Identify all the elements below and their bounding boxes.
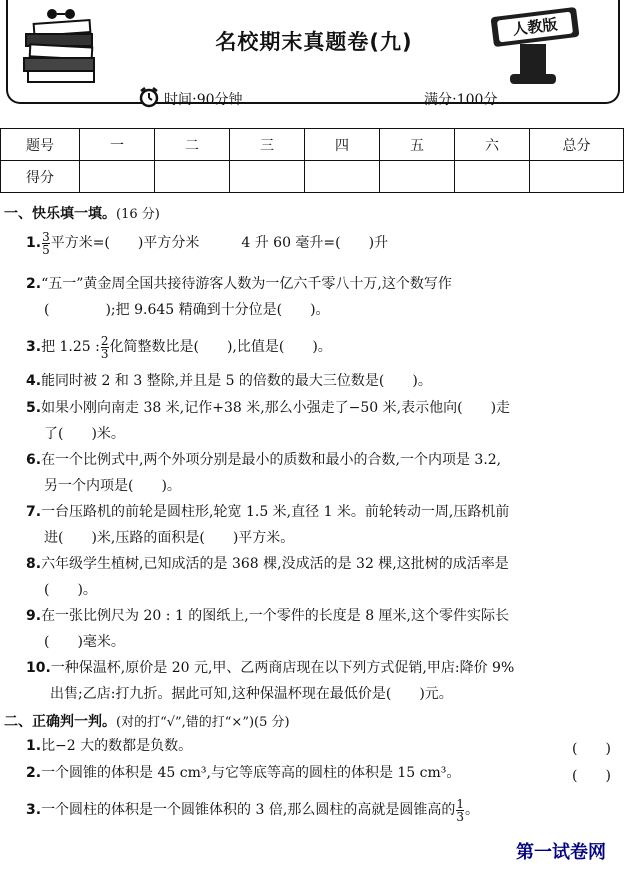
question-number: 7. xyxy=(26,504,42,520)
question-text: 化简整数比是( ),比值是( )。 xyxy=(109,339,332,355)
section-note: (对的打“√”,错的打“×”)(5 分) xyxy=(116,715,290,730)
section-title: 一、快乐填一填。 xyxy=(4,206,116,222)
question-text: 一个圆柱的体积是一个圆锥体积的 3 倍,那么圆柱的高就是圆锥高的 xyxy=(41,802,456,818)
question-1-5 xyxy=(26,395,622,421)
question-1-2 xyxy=(26,271,622,297)
full-score: 满分:100分 xyxy=(424,92,498,108)
section-title: 二、正确判一判。 xyxy=(4,714,116,730)
question-number: 3. xyxy=(26,802,42,818)
alarm-clock-icon xyxy=(138,86,160,108)
question-text: 把 1.25 : xyxy=(41,339,100,355)
question-2-1 xyxy=(26,733,622,759)
exam-time: 时间:90分钟 xyxy=(164,92,243,108)
score-input-cell[interactable] xyxy=(80,161,155,193)
question-text: 平方米=( )平方分米 4 升 60 毫升=( )升 xyxy=(50,235,389,251)
question-text: 如果小刚向南走 38 米,记作+38 米,那么小强走了−50 米,表示他向( )走 xyxy=(41,400,511,416)
fraction-numerator: 2 xyxy=(100,333,109,348)
edition-sign xyxy=(486,4,596,86)
question-1-8-line2: ( )。 xyxy=(44,582,97,598)
question-number: 2. xyxy=(26,276,42,292)
question-1-3 xyxy=(26,334,622,360)
table-cell: 一 xyxy=(80,129,155,161)
question-1-6-line2: 另一个内项是( )。 xyxy=(44,478,181,494)
table-cell: 总分 xyxy=(530,129,624,161)
fraction-numerator: 3 xyxy=(42,229,50,244)
question-1-6 xyxy=(26,447,622,473)
question-number: 9. xyxy=(26,608,42,624)
question-text: 比−2 大的数都是负数。 xyxy=(41,738,193,754)
table-cell: 六 xyxy=(455,129,530,161)
edition-badge: 人教版 xyxy=(497,12,573,43)
question-1-9 xyxy=(26,603,622,629)
score-table xyxy=(0,128,624,193)
score-input-cell[interactable] xyxy=(530,161,624,193)
question-2-2 xyxy=(26,760,622,786)
fraction xyxy=(42,231,50,256)
question-1-2-line2: ( );把 9.645 精确到十分位是( )。 xyxy=(44,302,330,318)
question-text: 六年级学生植树,已知成活的是 368 棵,没成活的是 32 棵,这批树的成活率是 xyxy=(41,556,509,572)
section-1-heading xyxy=(4,203,160,223)
page-title: 名校期末真题卷(九) xyxy=(215,30,413,54)
table-cell: 三 xyxy=(230,129,305,161)
site-watermark: 第一试卷网 xyxy=(516,842,606,863)
question-text: 一个圆锥的体积是 45 cm³,与它等底等高的圆柱的体积是 15 cm³。 xyxy=(41,765,461,781)
fraction xyxy=(456,798,464,823)
score-table-header-row xyxy=(1,129,624,161)
section-points: (16 分) xyxy=(116,207,160,222)
score-input-cell[interactable] xyxy=(230,161,305,193)
answer-parentheses[interactable]: ( ) xyxy=(572,741,611,757)
table-cell: 五 xyxy=(380,129,455,161)
question-text: 。 xyxy=(464,802,479,818)
question-number: 5. xyxy=(26,400,42,416)
question-number: 8. xyxy=(26,556,42,572)
table-cell: 四 xyxy=(305,129,380,161)
question-1-9-line2: ( )毫米。 xyxy=(44,634,125,650)
question-text: 一种保温杯,原价是 20 元,甲、乙两商店现在以下列方式促销,甲店:降价 9% xyxy=(50,660,515,676)
question-1-5-line2: 了( )米。 xyxy=(44,426,125,442)
question-1-7 xyxy=(26,499,622,525)
question-number: 1. xyxy=(26,738,42,754)
question-number: 4. xyxy=(26,373,42,389)
question-number: 1. xyxy=(26,235,42,251)
question-text: 在一个比例式中,两个外项分别是最小的质数和最小的合数,一个内项是 3.2, xyxy=(41,452,502,468)
question-1-1 xyxy=(26,230,622,256)
fraction-numerator: 1 xyxy=(456,796,464,811)
question-1-8 xyxy=(26,551,622,577)
score-input-cell[interactable] xyxy=(380,161,455,193)
table-cell: 题号 xyxy=(1,129,80,161)
question-number: 10. xyxy=(26,660,51,676)
score-input-cell[interactable] xyxy=(305,161,380,193)
question-text: 能同时被 2 和 3 整除,并且是 5 的倍数的最大三位数是( )。 xyxy=(41,373,432,389)
fraction-denominator: 3 xyxy=(456,809,464,824)
score-table-score-row xyxy=(1,161,624,193)
score-input-cell[interactable] xyxy=(455,161,530,193)
fraction-denominator: 5 xyxy=(42,242,50,257)
score-input-cell[interactable] xyxy=(155,161,230,193)
question-number: 6. xyxy=(26,452,42,468)
table-cell: 得分 xyxy=(1,161,80,193)
question-1-7-line2: 进( )米,压路的面积是( )平方米。 xyxy=(44,530,295,546)
question-number: 2. xyxy=(26,765,42,781)
question-1-10-line2: 出售;乙店:打九折。据此可知,这种保温杯现在最低价是( )元。 xyxy=(50,686,453,702)
fraction-denominator: 3 xyxy=(100,346,109,361)
answer-parentheses[interactable]: ( ) xyxy=(572,768,611,784)
section-2-heading xyxy=(4,711,290,731)
question-text: 一台压路机的前轮是圆柱形,轮宽 1.5 米,直径 1 米。前轮转动一周,压路机前 xyxy=(41,504,510,520)
question-1-10 xyxy=(26,655,622,681)
table-cell: 二 xyxy=(155,129,230,161)
question-1-4 xyxy=(26,368,622,394)
question-text: 在一张比例尺为 20 : 1 的图纸上,一个零件的长度是 8 厘米,这个零件实际长 xyxy=(41,608,510,624)
question-text: “五一”黄金周全国共接待游客人数为一亿六千零八十万,这个数写作 xyxy=(41,276,452,292)
question-2-3 xyxy=(26,797,622,823)
question-number: 3. xyxy=(26,339,42,355)
fraction xyxy=(101,335,109,360)
